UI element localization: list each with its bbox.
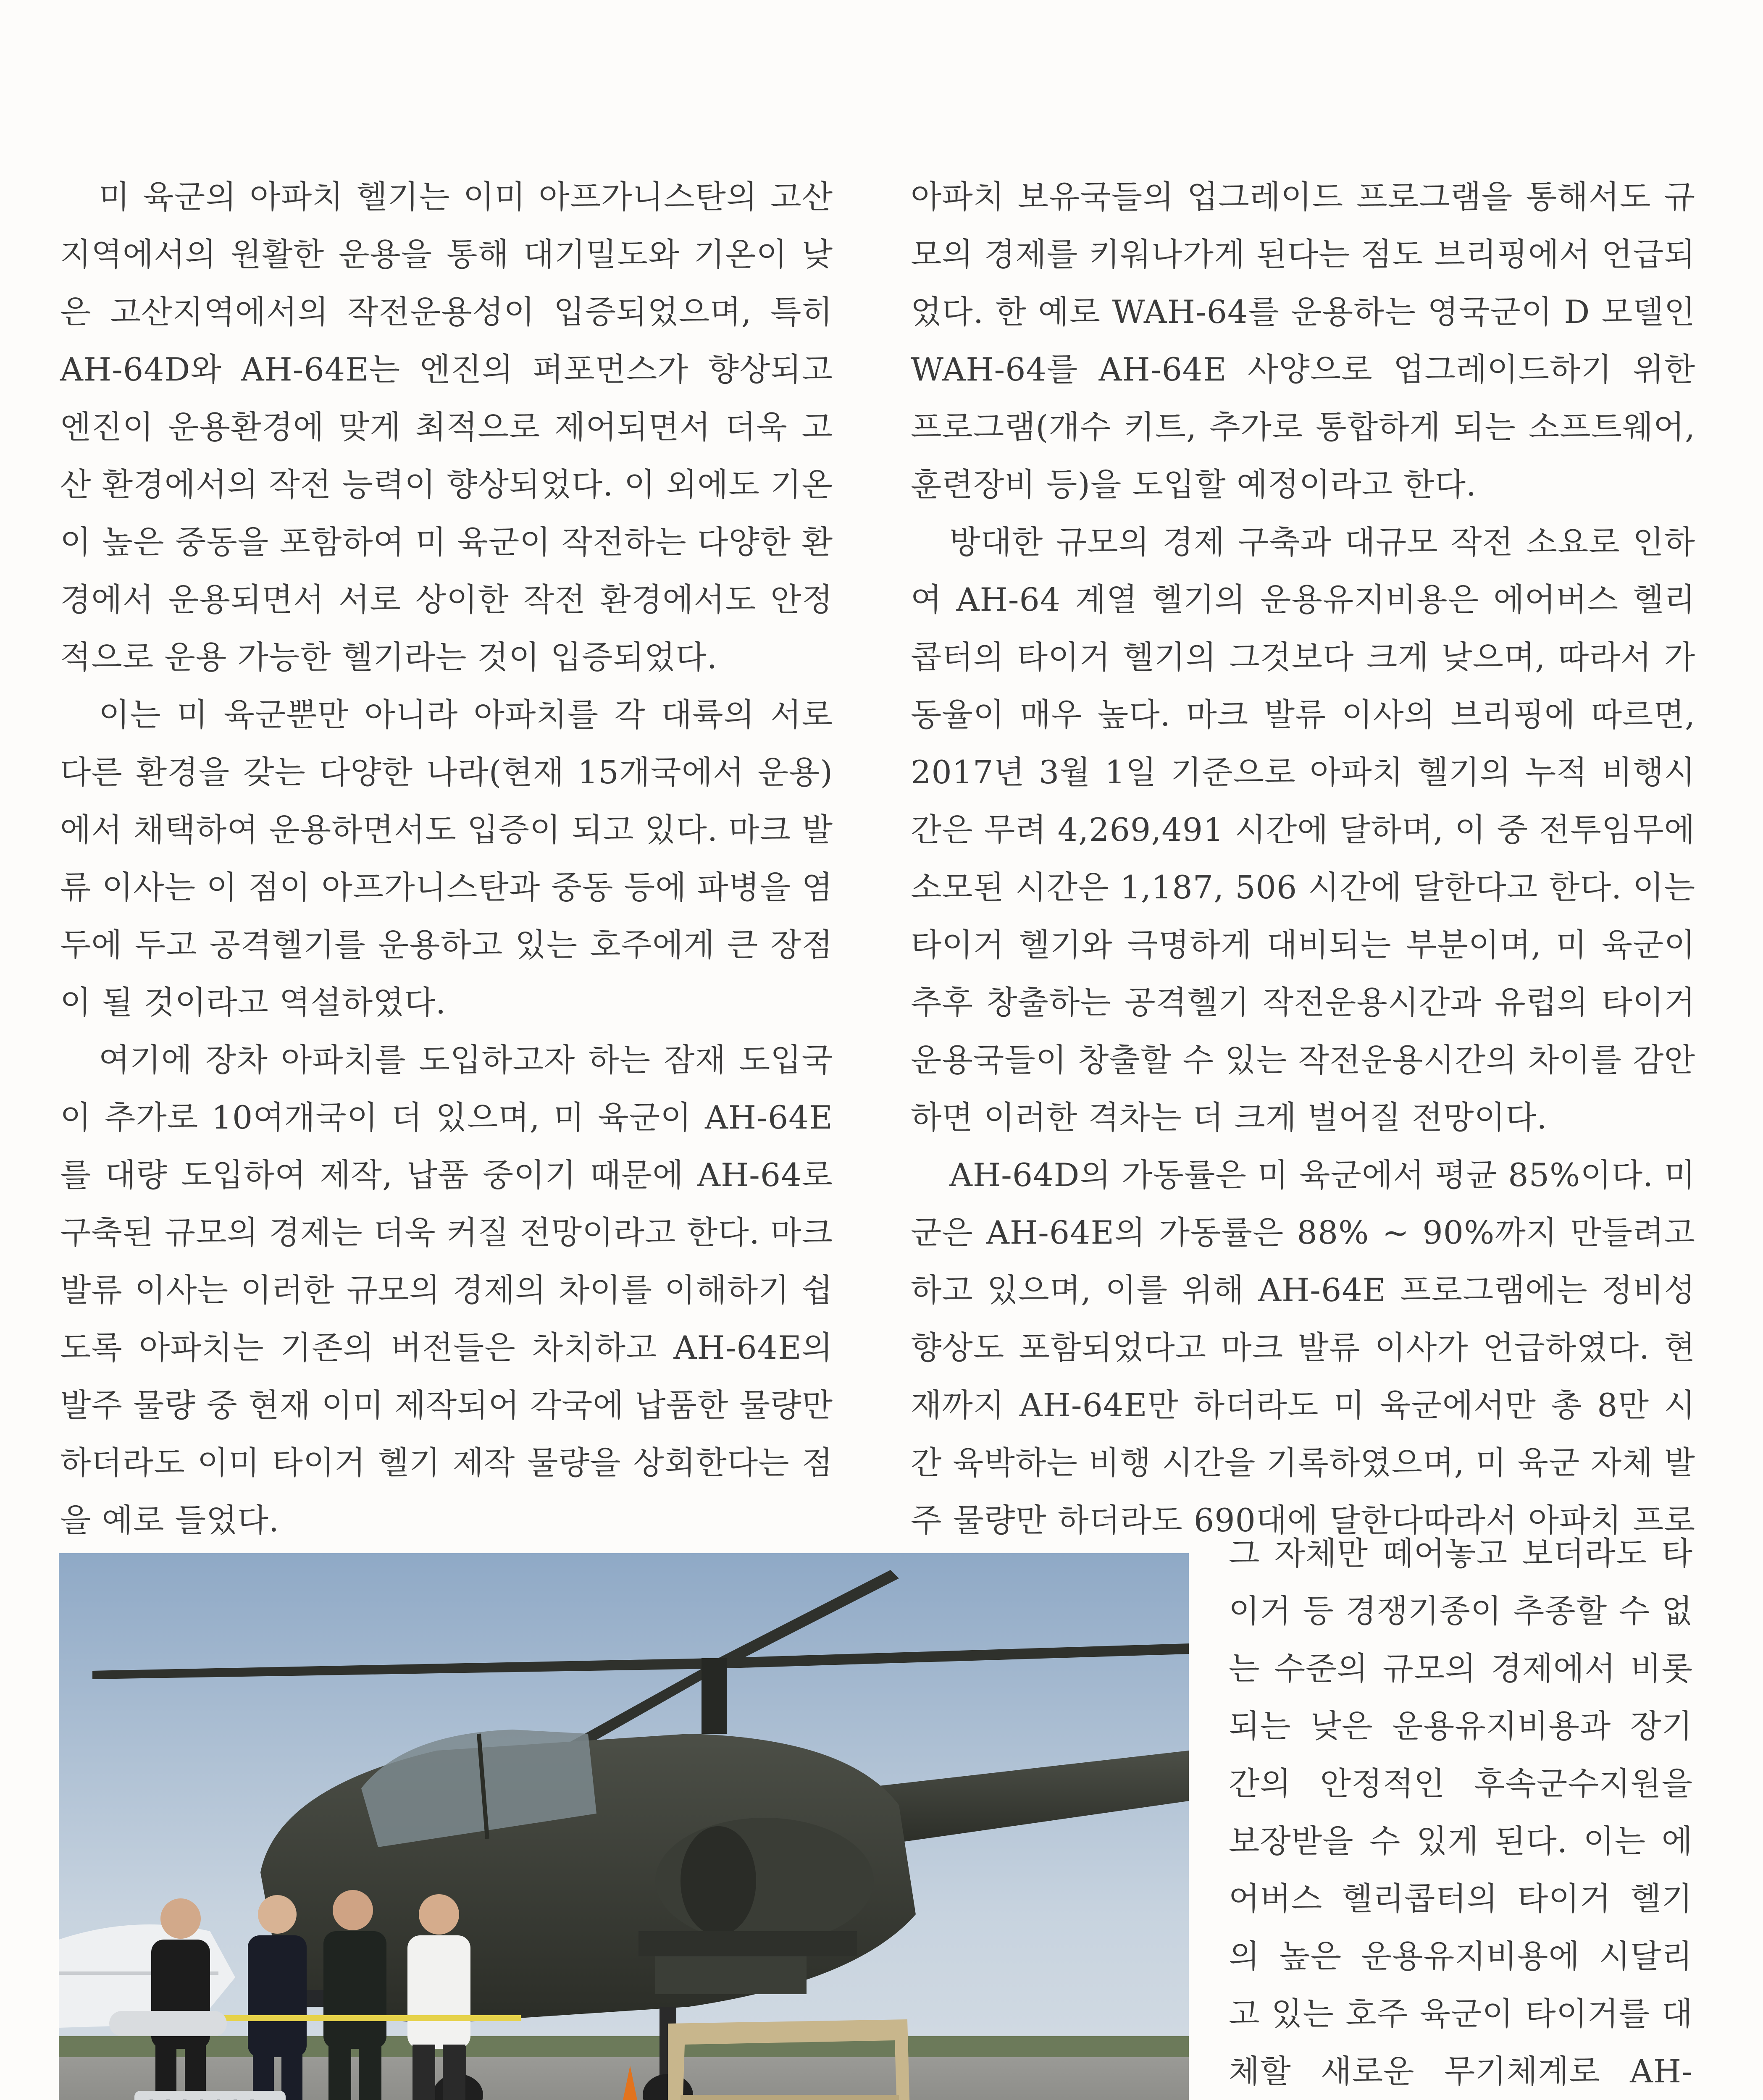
- rotor-mast: [702, 1658, 727, 1734]
- paragraph: 그 자체만 떼어놓고 보더라도 타이거 등 경쟁기종이 추종할 수 없는 수준의 규모의 경제에서 비롯되는 낮은 운용유지비용과 장기간의 안정적인 후속군수지원을 보장받을 수 있게 된다. 이는 에어버스 헬리콥터의 타이거 헬기의 높은 운용유지비용에 시달리고 있는 호주 육군이 타이거를 대체할 새로운 무기체계로 AH-: [1229, 1535, 1693, 2090]
- paragraph: 미 육군의 아파치 헬기는 이미 아프가니스탄의 고산지역에서의 원활한 운용을 통해 대기밀도와 기온이 낮은 고산지역에서의 작전운용성이 입증되었으며, 특히 AH-64D와 AH-64E는 엔진의 퍼포먼스가 향상되고 엔진이 운용환경에 맞게 최적으로 제어되면서 더욱 고산 환경에서의 작전 능력이 향상되었다. 이 외에도 기온이 높은 중동을 포함하여 미 육군이 작전하는 다양한 환경에서 운용되면서 서로 상이한 작전 환경에서도 안정적으로 운용 가능한 헬기라는 것이 입증되었다.: [60, 178, 833, 676]
- paragraph: AH-64D의 가동률은 미 육군에서 평균 85%이다. 미군은 AH-64E의 가동률은 88% ~ 90%까지 만들려고 하고 있으며, 이를 위해 AH-64E 프로그램에는 정비성 향상도 포함되었다고 마크 발류 이사가 언급하였다. 현재까지 AH-64E만 하더라도 미 육군에서만 총 8만 시간 육박하는 비행 시간을 기록하였으며, 미 육군 자체 발주 물량만 하더라도 690대에 달한다따라서 아파치 프로: [911, 1156, 1695, 1539]
- article-left-column: [60, 168, 833, 1664]
- missile-rack: [655, 1956, 807, 1994]
- paragraph: 방대한 규모의 경제 구축과 대규모 작전 소요로 인하여 AH-64 계열 헬기의 운용유지비용은 에어버스 헬리콥터의 타이거 헬기의 그것보다 크게 낮으며, 따라서 가동율이 매우 높다. 마크 발류 이사의 브리핑에 따르면, 2017년 3월 1일 기준으로 아파치 헬기의 누적 비행시간은 무려 4,269,491 시간에 달하며, 이 중 전투임무에 소모된 시간은 1,187, 506 시간에 달한다고 한다. 이는 타이거 헬기와 극명하게 대비되는 부분이며, 미 육군이 추후 창출하는 공격헬기 작전운용시간과 유럽의 타이거 운용국들이 창출할 수 있는 작전운용시간의 차이를 감안하면 이러한 격차는 더 크게 벌어질 전망이다.: [911, 523, 1695, 1136]
- shipping-case: [134, 2091, 286, 2100]
- article-right-column-bottom: [1229, 1525, 1693, 2100]
- paragraph: 이는 미 육군뿐만 아니라 아파치를 각 대륙의 서로 다른 환경을 갖는 다양한 나라(현재 15개국에서 운용)에서 채택하여 운용하면서도 입증이 되고 있다. 마크 발류 이사는 이 점이 아프가니스탄과 중동 등에 파병을 염두에 두고 공격헬기를 운용하고 있는 호주에게 큰 장점이 될 것이라고 역설하였다.: [60, 696, 833, 1021]
- uav-stand: [202, 2015, 521, 2021]
- helicopter-photo: [59, 1553, 1189, 2100]
- scan-eagle-uav: [109, 2011, 227, 2036]
- paragraph: 여기에 장차 아파치를 도입하고자 하는 잠재 도입국이 추가로 10여개국이 더 있으며, 미 육군이 AH-64E를 대량 도입하여 제작, 납품 중이기 때문에 AH-64로 구축된 규모의 경제는 더욱 커질 전망이라고 한다. 마크 발류 이사는 이러한 규모의 경제의 차이를 이해하기 쉽도록 아파치는 기존의 버전들은 차치하고 AH-64E의 발주 물량 중 현재 이미 제작되어 각국에 납품한 물량만 하더라도 이미 타이거 헬기 제작 물량을 상회한다는 점을 예로 들었다.: [60, 1041, 833, 1539]
- stub-wing: [638, 1931, 857, 1956]
- article-right-column-top: [911, 168, 1695, 1606]
- paragraph: 아파치 보유국들의 업그레이드 프로그램을 통해서도 규모의 경제를 키워나가게 된다는 점도 브리핑에서 언급되었다. 한 예로 WAH-64를 운용하는 영국군이 D 모델인 WAH-64를 AH-64E 사양으로 업그레이드하기 위한 프로그램(개수 키트, 추가로 통합하게 되는 소프트웨어, 훈련장비 등)을 도입할 예정이라고 한다.: [911, 178, 1695, 503]
